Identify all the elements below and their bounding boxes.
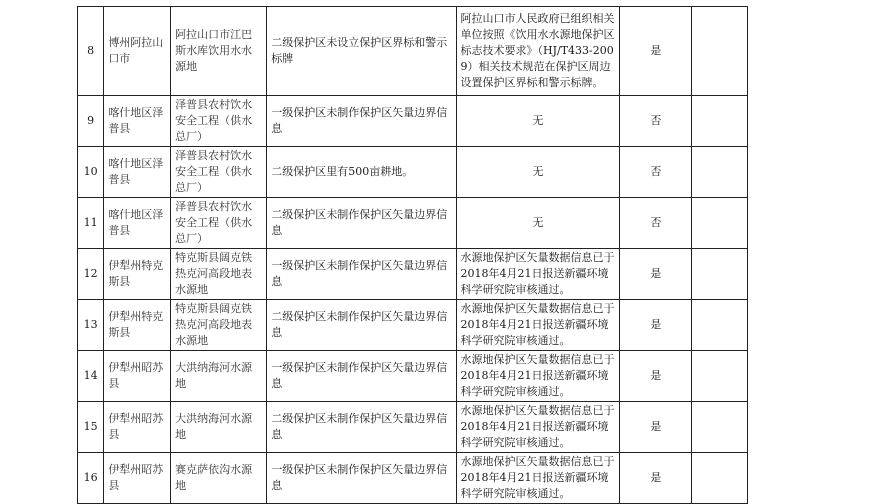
- completed-cell: 是: [620, 351, 692, 402]
- table-row: [78, 96, 748, 147]
- note-cell: [692, 7, 748, 96]
- water-source-cell: 大洪纳海河水源地: [171, 402, 267, 453]
- problem-cell: 二级保护区未制作保护区矢量边界信息: [267, 198, 456, 249]
- water-source-cell: 赛克萨依沟水源地: [171, 453, 267, 504]
- completed-cell: 是: [620, 402, 692, 453]
- progress-cell: 无: [456, 147, 620, 198]
- progress-cell: 无: [456, 198, 620, 249]
- note-cell: [692, 453, 748, 504]
- note-cell: [692, 300, 748, 351]
- problem-cell: 一级保护区未制作保护区矢量边界信息: [267, 351, 456, 402]
- table-row: [78, 351, 748, 402]
- region-cell: 喀什地区泽普县: [104, 96, 171, 147]
- progress-cell: 水源地保护区矢量数据信息已于2018年4月21日报送新疆环境科学研究院审核通过。: [456, 453, 620, 504]
- rectification-table: [77, 6, 748, 504]
- table-row: [78, 453, 748, 504]
- progress-cell: 水源地保护区矢量数据信息已于2018年4月21日报送新疆环境科学研究院审核通过。: [456, 300, 620, 351]
- completed-cell: 否: [620, 198, 692, 249]
- problem-cell: 一级保护区未制作保护区矢量边界信息: [267, 96, 456, 147]
- row-number: 9: [78, 96, 104, 147]
- note-cell: [692, 351, 748, 402]
- region-cell: 喀什地区泽普县: [104, 147, 171, 198]
- note-cell: [692, 198, 748, 249]
- problem-cell: 一级保护区未制作保护区矢量边界信息: [267, 249, 456, 300]
- completed-cell: 是: [620, 300, 692, 351]
- progress-cell: 水源地保护区矢量数据信息已于2018年4月21日报送新疆环境科学研究院审核通过。: [456, 402, 620, 453]
- problem-cell: 一级保护区未制作保护区矢量边界信息: [267, 453, 456, 504]
- progress-cell: 水源地保护区矢量数据信息已于2018年4月21日报送新疆环境科学研究院审核通过。: [456, 351, 620, 402]
- water-source-cell: 特克斯县阔克铁热克河高段地表水源地: [171, 249, 267, 300]
- problem-cell: 二级保护区未设立保护区界标和警示标牌: [267, 7, 456, 96]
- problem-cell: 二级保护区里有500亩耕地。: [267, 147, 456, 198]
- row-number: 10: [78, 147, 104, 198]
- problem-cell: 二级保护区未制作保护区矢量边界信息: [267, 402, 456, 453]
- table-row: [78, 402, 748, 453]
- region-cell: 伊犁州特克斯县: [104, 249, 171, 300]
- table-row: [78, 198, 748, 249]
- row-number: 15: [78, 402, 104, 453]
- progress-cell: 水源地保护区矢量数据信息已于2018年4月21日报送新疆环境科学研究院审核通过。: [456, 249, 620, 300]
- water-source-cell: 泽普县农村饮水安全工程（供水总厂）: [171, 96, 267, 147]
- note-cell: [692, 147, 748, 198]
- region-cell: 伊犁州昭苏县: [104, 351, 171, 402]
- completed-cell: 是: [620, 453, 692, 504]
- row-number: 8: [78, 7, 104, 96]
- table-row: [78, 7, 748, 96]
- note-cell: [692, 402, 748, 453]
- water-source-cell: 泽普县农村饮水安全工程（供水总厂）: [171, 147, 267, 198]
- completed-cell: 是: [620, 249, 692, 300]
- note-cell: [692, 249, 748, 300]
- problem-cell: 二级保护区未制作保护区矢量边界信息: [267, 300, 456, 351]
- water-source-cell: 特克斯县阔克铁热克河高段地表水源地: [171, 300, 267, 351]
- region-cell: 喀什地区泽普县: [104, 198, 171, 249]
- row-number: 13: [78, 300, 104, 351]
- region-cell: 伊犁州特克斯县: [104, 300, 171, 351]
- table-row: [78, 300, 748, 351]
- table-row: [78, 147, 748, 198]
- row-number: 14: [78, 351, 104, 402]
- completed-cell: 是: [620, 7, 692, 96]
- table-row: [78, 249, 748, 300]
- row-number: 16: [78, 453, 104, 504]
- water-source-cell: 阿拉山口市江巴斯水库饮用水水源地: [171, 7, 267, 96]
- water-source-cell: 泽普县农村饮水安全工程（供水总厂）: [171, 198, 267, 249]
- row-number: 12: [78, 249, 104, 300]
- progress-cell: 阿拉山口市人民政府已组织相关单位按照《饮用水水源地保护区标志技术要求》（HJ/T433-2009）相关技术规范在保护区周边设置保护区界标和警示标牌。: [456, 7, 620, 96]
- region-cell: 博州阿拉山口市: [104, 7, 171, 96]
- completed-cell: 否: [620, 96, 692, 147]
- progress-cell: 无: [456, 96, 620, 147]
- completed-cell: 否: [620, 147, 692, 198]
- region-cell: 伊犁州昭苏县: [104, 453, 171, 504]
- water-source-cell: 大洪纳海河水源地: [171, 351, 267, 402]
- region-cell: 伊犁州昭苏县: [104, 402, 171, 453]
- row-number: 11: [78, 198, 104, 249]
- note-cell: [692, 96, 748, 147]
